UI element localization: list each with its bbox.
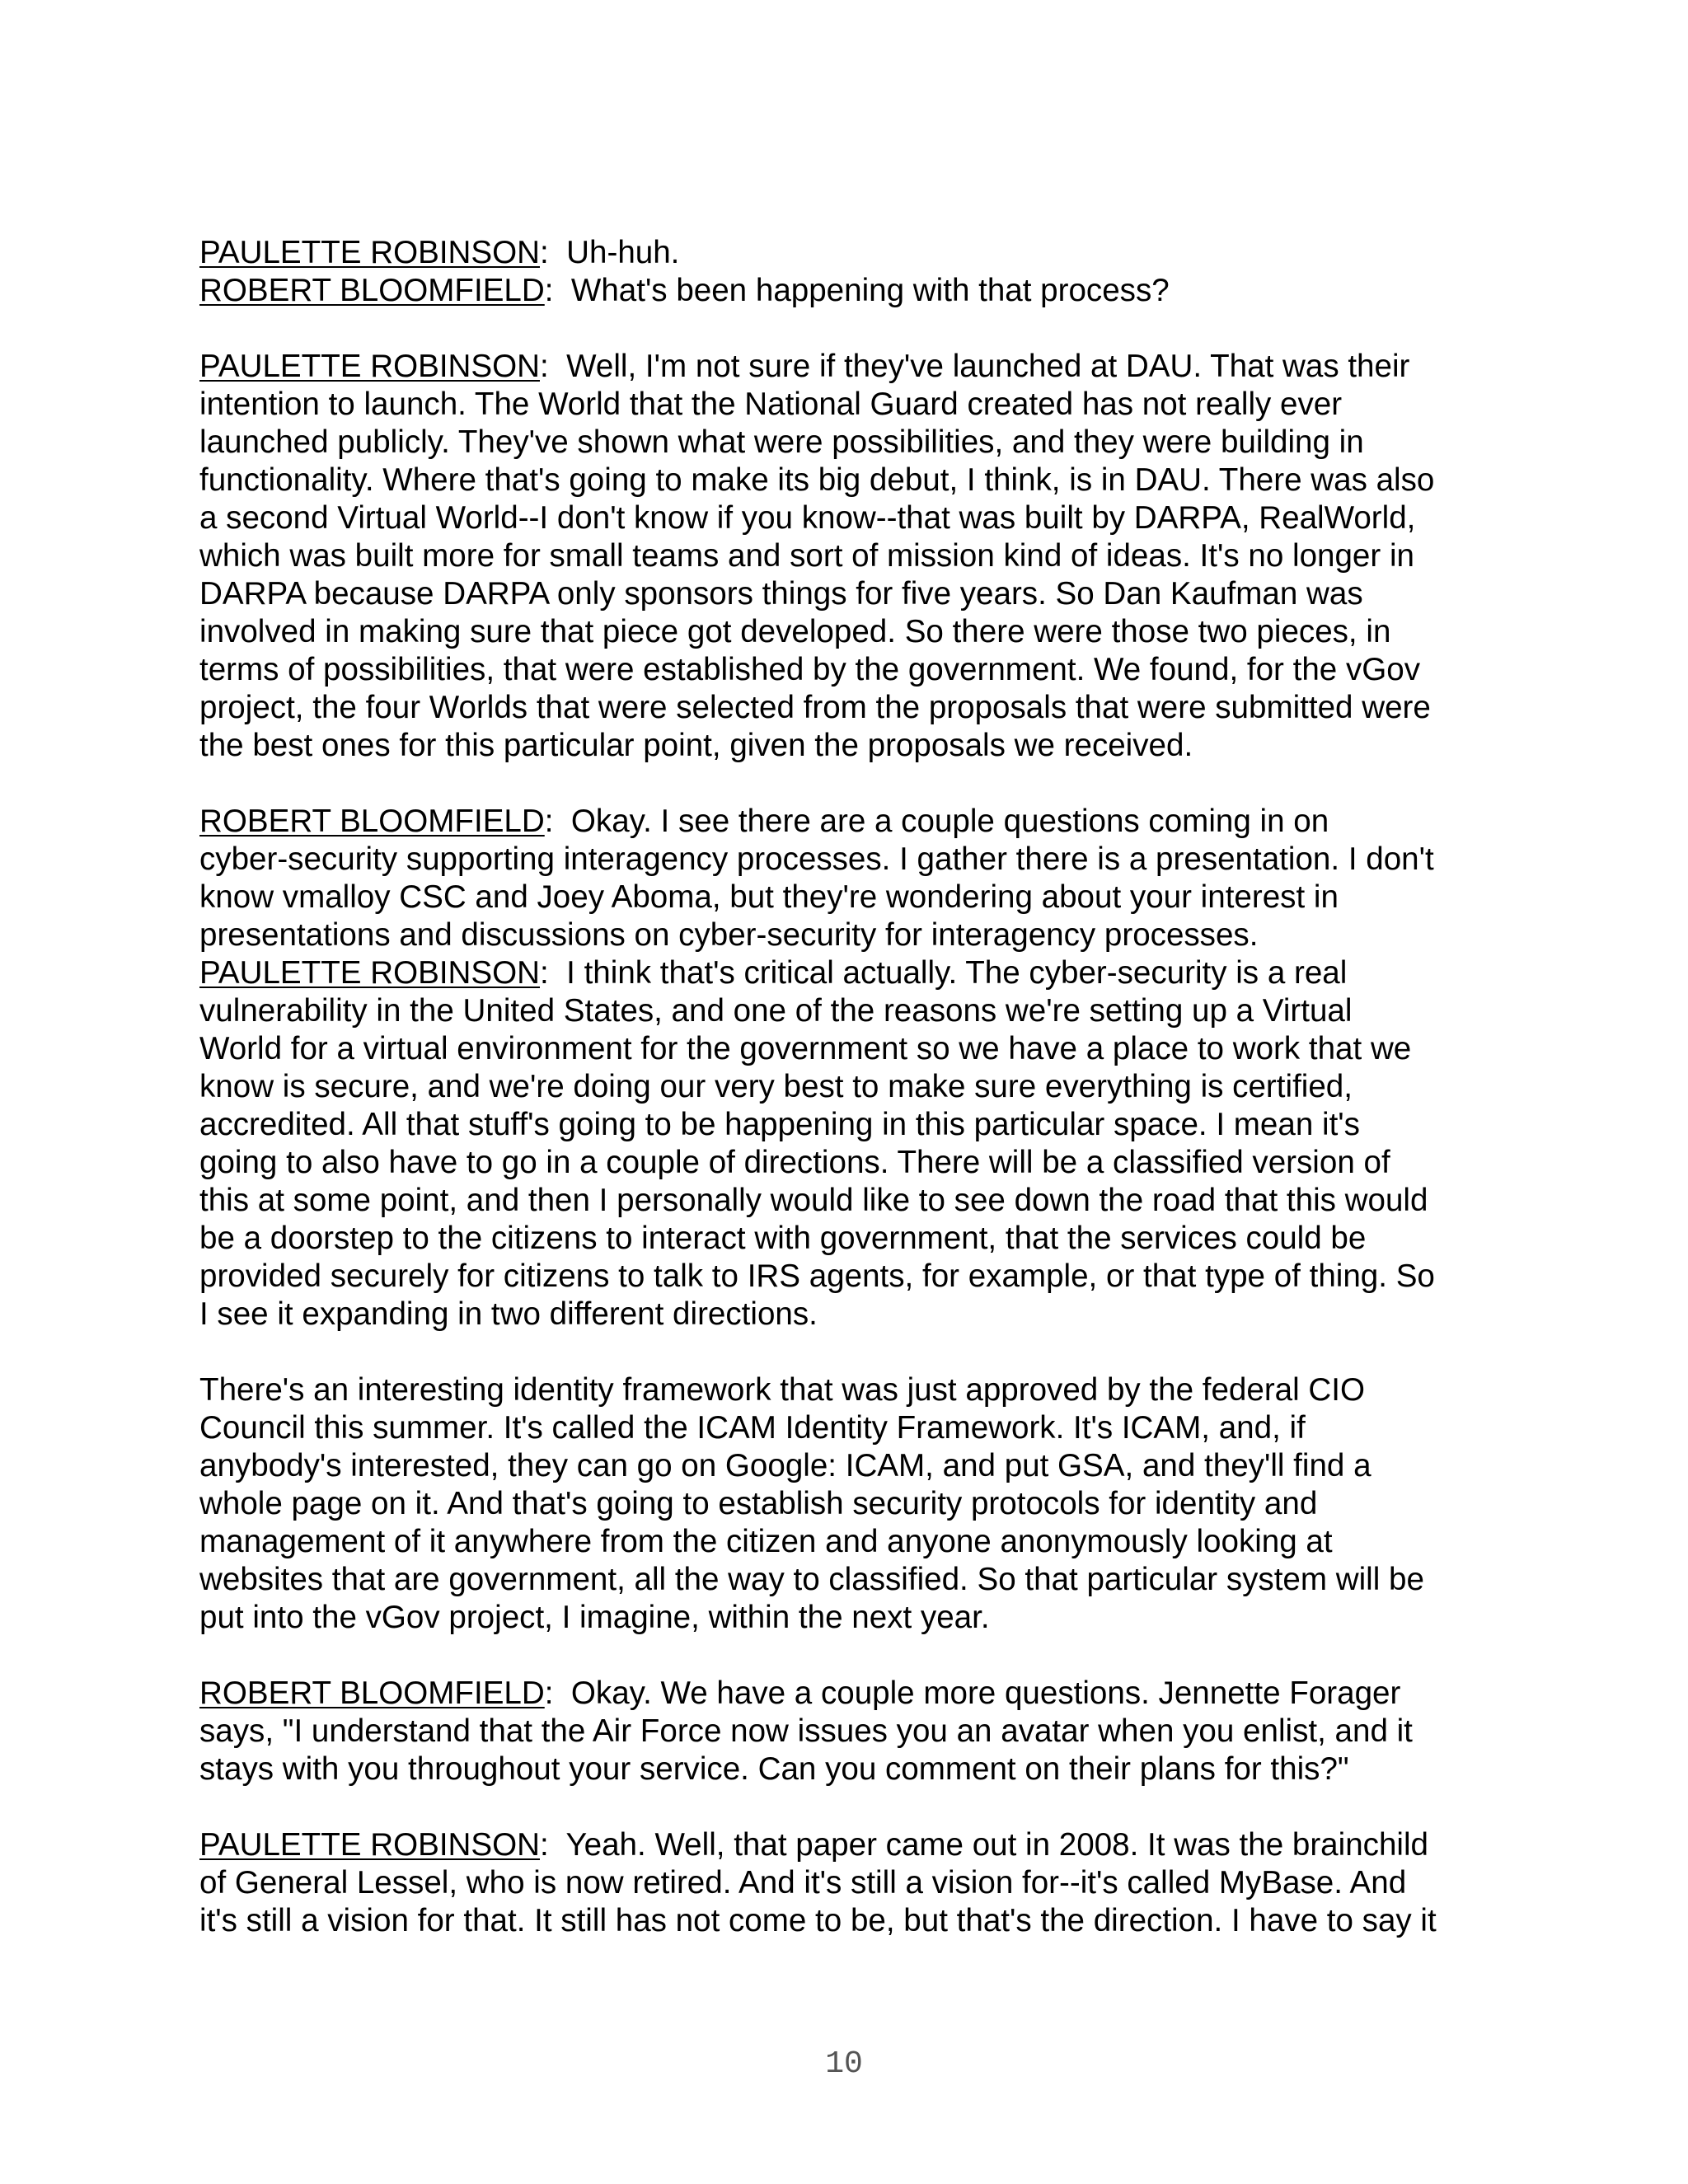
speaker-name: ROBERT BLOOMFIELD — [199, 1675, 545, 1711]
line-text: There's an interesting identity framework that was just approved by the federal CIO — [199, 1372, 1366, 1408]
line-text: websites that are government, all the way to classified. So that particular system will be — [199, 1562, 1424, 1597]
transcript-line — [199, 234, 1510, 272]
transcript-line — [199, 1750, 1510, 1788]
transcript-line — [199, 1182, 1510, 1220]
line-text: put into the vGov project, I imagine, within the next year. — [199, 1600, 990, 1635]
speaker-name: PAULETTE ROBINSON — [199, 349, 540, 384]
transcript-line — [199, 1068, 1510, 1106]
line-text: presentations and discussions on cyber-security for interagency processes. — [199, 917, 1259, 953]
transcript-line — [199, 1826, 1510, 1864]
line-text: cyber-security supporting interagency processes. I gather there is a presentation. I don't — [199, 841, 1434, 877]
line-text: functionality. Where that's going to make its big debut, I think, is in DAU. There was also — [199, 462, 1435, 498]
transcript-line — [199, 1599, 1510, 1637]
transcript-line — [199, 462, 1510, 499]
transcript-line — [199, 1296, 1510, 1333]
transcript-line — [199, 1144, 1510, 1182]
transcript-line — [199, 386, 1510, 424]
transcript-line — [199, 1371, 1510, 1409]
line-text: the best ones for this particular point, given the proposals we received. — [199, 728, 1193, 763]
line-text: : Well, I'm not sure if they've launched at DAU. That was their — [540, 349, 1410, 384]
transcript-line — [199, 1258, 1510, 1296]
page-number: 10 — [825, 2046, 863, 2082]
transcript-line — [199, 916, 1510, 954]
line-text: management of it anywhere from the citizen and anyone anonymously looking at — [199, 1524, 1333, 1559]
speaker-name: PAULETTE ROBINSON — [199, 1827, 540, 1863]
paragraph-gap — [199, 1788, 1510, 1826]
line-text: : Okay. We have a couple more questions. Jennette Forager — [544, 1675, 1401, 1711]
line-text: anybody's interested, they can go on Google: ICAM, and put GSA, and they'll find a — [199, 1448, 1372, 1483]
line-text: this at some point, and then I personally would like to see down the road that this would — [199, 1183, 1428, 1218]
speaker-name: ROBERT BLOOMFIELD — [199, 273, 545, 308]
transcript-line — [199, 424, 1510, 462]
line-text: accredited. All that stuff's going to be happening in this particular space. I mean it's — [199, 1107, 1360, 1142]
line-text: going to also have to go in a couple of directions. There will be a classified version of — [199, 1145, 1390, 1180]
transcript-line — [199, 575, 1510, 613]
line-text: launched publicly. They've shown what were possibilities, and they were building in — [199, 424, 1364, 460]
transcript-line — [199, 348, 1510, 386]
paragraph-gap — [199, 765, 1510, 803]
transcript-line — [199, 841, 1510, 879]
line-text: a second Virtual World--I don't know if you know--that was built by DARPA, RealWorld, — [199, 500, 1416, 536]
transcript-line — [199, 879, 1510, 916]
speaker-name: PAULETTE ROBINSON — [199, 235, 540, 270]
line-text: of General Lessel, who is now retired. And it's still a vision for--it's called MyBase. And — [199, 1865, 1407, 1900]
line-text: : Yeah. Well, that paper came out in 2008. It was the brainchild — [540, 1827, 1429, 1863]
transcript-line — [199, 803, 1510, 841]
line-text: stays with you throughout your service. Can you comment on their plans for this?" — [199, 1751, 1349, 1787]
line-text: says, "I understand that the Air Force now issues you an avatar when you enlist, and it — [199, 1713, 1413, 1749]
line-text: : Okay. I see there are a couple questions coming in on — [544, 804, 1329, 839]
line-text: which was built more for small teams and sort of mission kind of ideas. It's no longer in — [199, 538, 1414, 574]
transcript-line — [199, 1864, 1510, 1902]
transcript-line — [199, 537, 1510, 575]
line-text: it's still a vision for that. It still has not come to be, but that's the direction. I have to say it — [199, 1903, 1437, 1938]
transcript-line — [199, 1409, 1510, 1447]
paragraph-gap — [199, 310, 1510, 348]
transcript-body — [199, 234, 1510, 1940]
transcript-line — [199, 613, 1510, 651]
line-text: involved in making sure that piece got developed. So there were those two pieces, in — [199, 614, 1391, 649]
line-text: whole page on it. And that's going to establish security protocols for identity and — [199, 1486, 1318, 1521]
line-text: be a doorstep to the citizens to interact with government, that the services could be — [199, 1221, 1367, 1256]
line-text: I see it expanding in two different directions. — [199, 1296, 818, 1332]
transcript-line — [199, 1675, 1510, 1713]
transcript-line — [199, 651, 1510, 689]
line-text: : I think that's critical actually. The cyber-security is a real — [540, 955, 1348, 991]
paragraph-gap — [199, 1333, 1510, 1371]
line-text: project, the four Worlds that were selected from the proposals that were submitted were — [199, 690, 1431, 725]
line-text: World for a virtual environment for the government so we have a place to work that we — [199, 1031, 1412, 1066]
transcript-line — [199, 1106, 1510, 1144]
line-text: know is secure, and we're doing our very best to make sure everything is certified, — [199, 1069, 1353, 1104]
transcript-line — [199, 1030, 1510, 1068]
line-text: : Uh-huh. — [540, 235, 680, 270]
line-text: : What's been happening with that process? — [544, 273, 1170, 308]
transcript-line — [199, 499, 1510, 537]
transcript-line — [199, 272, 1510, 310]
line-text: terms of possibilities, that were established by the government. We found, for the vGov — [199, 652, 1421, 687]
transcript-line — [199, 689, 1510, 727]
paragraph-gap — [199, 1637, 1510, 1675]
transcript-line — [199, 992, 1510, 1030]
transcript-line — [199, 727, 1510, 765]
transcript-line — [199, 1220, 1510, 1258]
transcript-line — [199, 954, 1510, 992]
line-text: DARPA because DARPA only sponsors things for five years. So Dan Kaufman was — [199, 576, 1363, 612]
transcript-line — [199, 1485, 1510, 1523]
transcript-line — [199, 1561, 1510, 1599]
line-text: vulnerability in the United States, and one of the reasons we're setting up a Virtual — [199, 993, 1353, 1029]
transcript-line — [199, 1713, 1510, 1750]
line-text: intention to launch. The World that the National Guard created has not really ever — [199, 387, 1343, 422]
transcript-line — [199, 1447, 1510, 1485]
line-text: Council this summer. It's called the ICAM Identity Framework. It's ICAM, and, if — [199, 1410, 1306, 1446]
speaker-name: PAULETTE ROBINSON — [199, 955, 540, 991]
speaker-name: ROBERT BLOOMFIELD — [199, 804, 545, 839]
transcript-line — [199, 1902, 1510, 1940]
transcript-line — [199, 1523, 1510, 1561]
line-text: know vmalloy CSC and Joey Aboma, but they're wondering about your interest in — [199, 879, 1339, 915]
line-text: provided securely for citizens to talk to IRS agents, for example, or that type of thing. So — [199, 1258, 1435, 1294]
